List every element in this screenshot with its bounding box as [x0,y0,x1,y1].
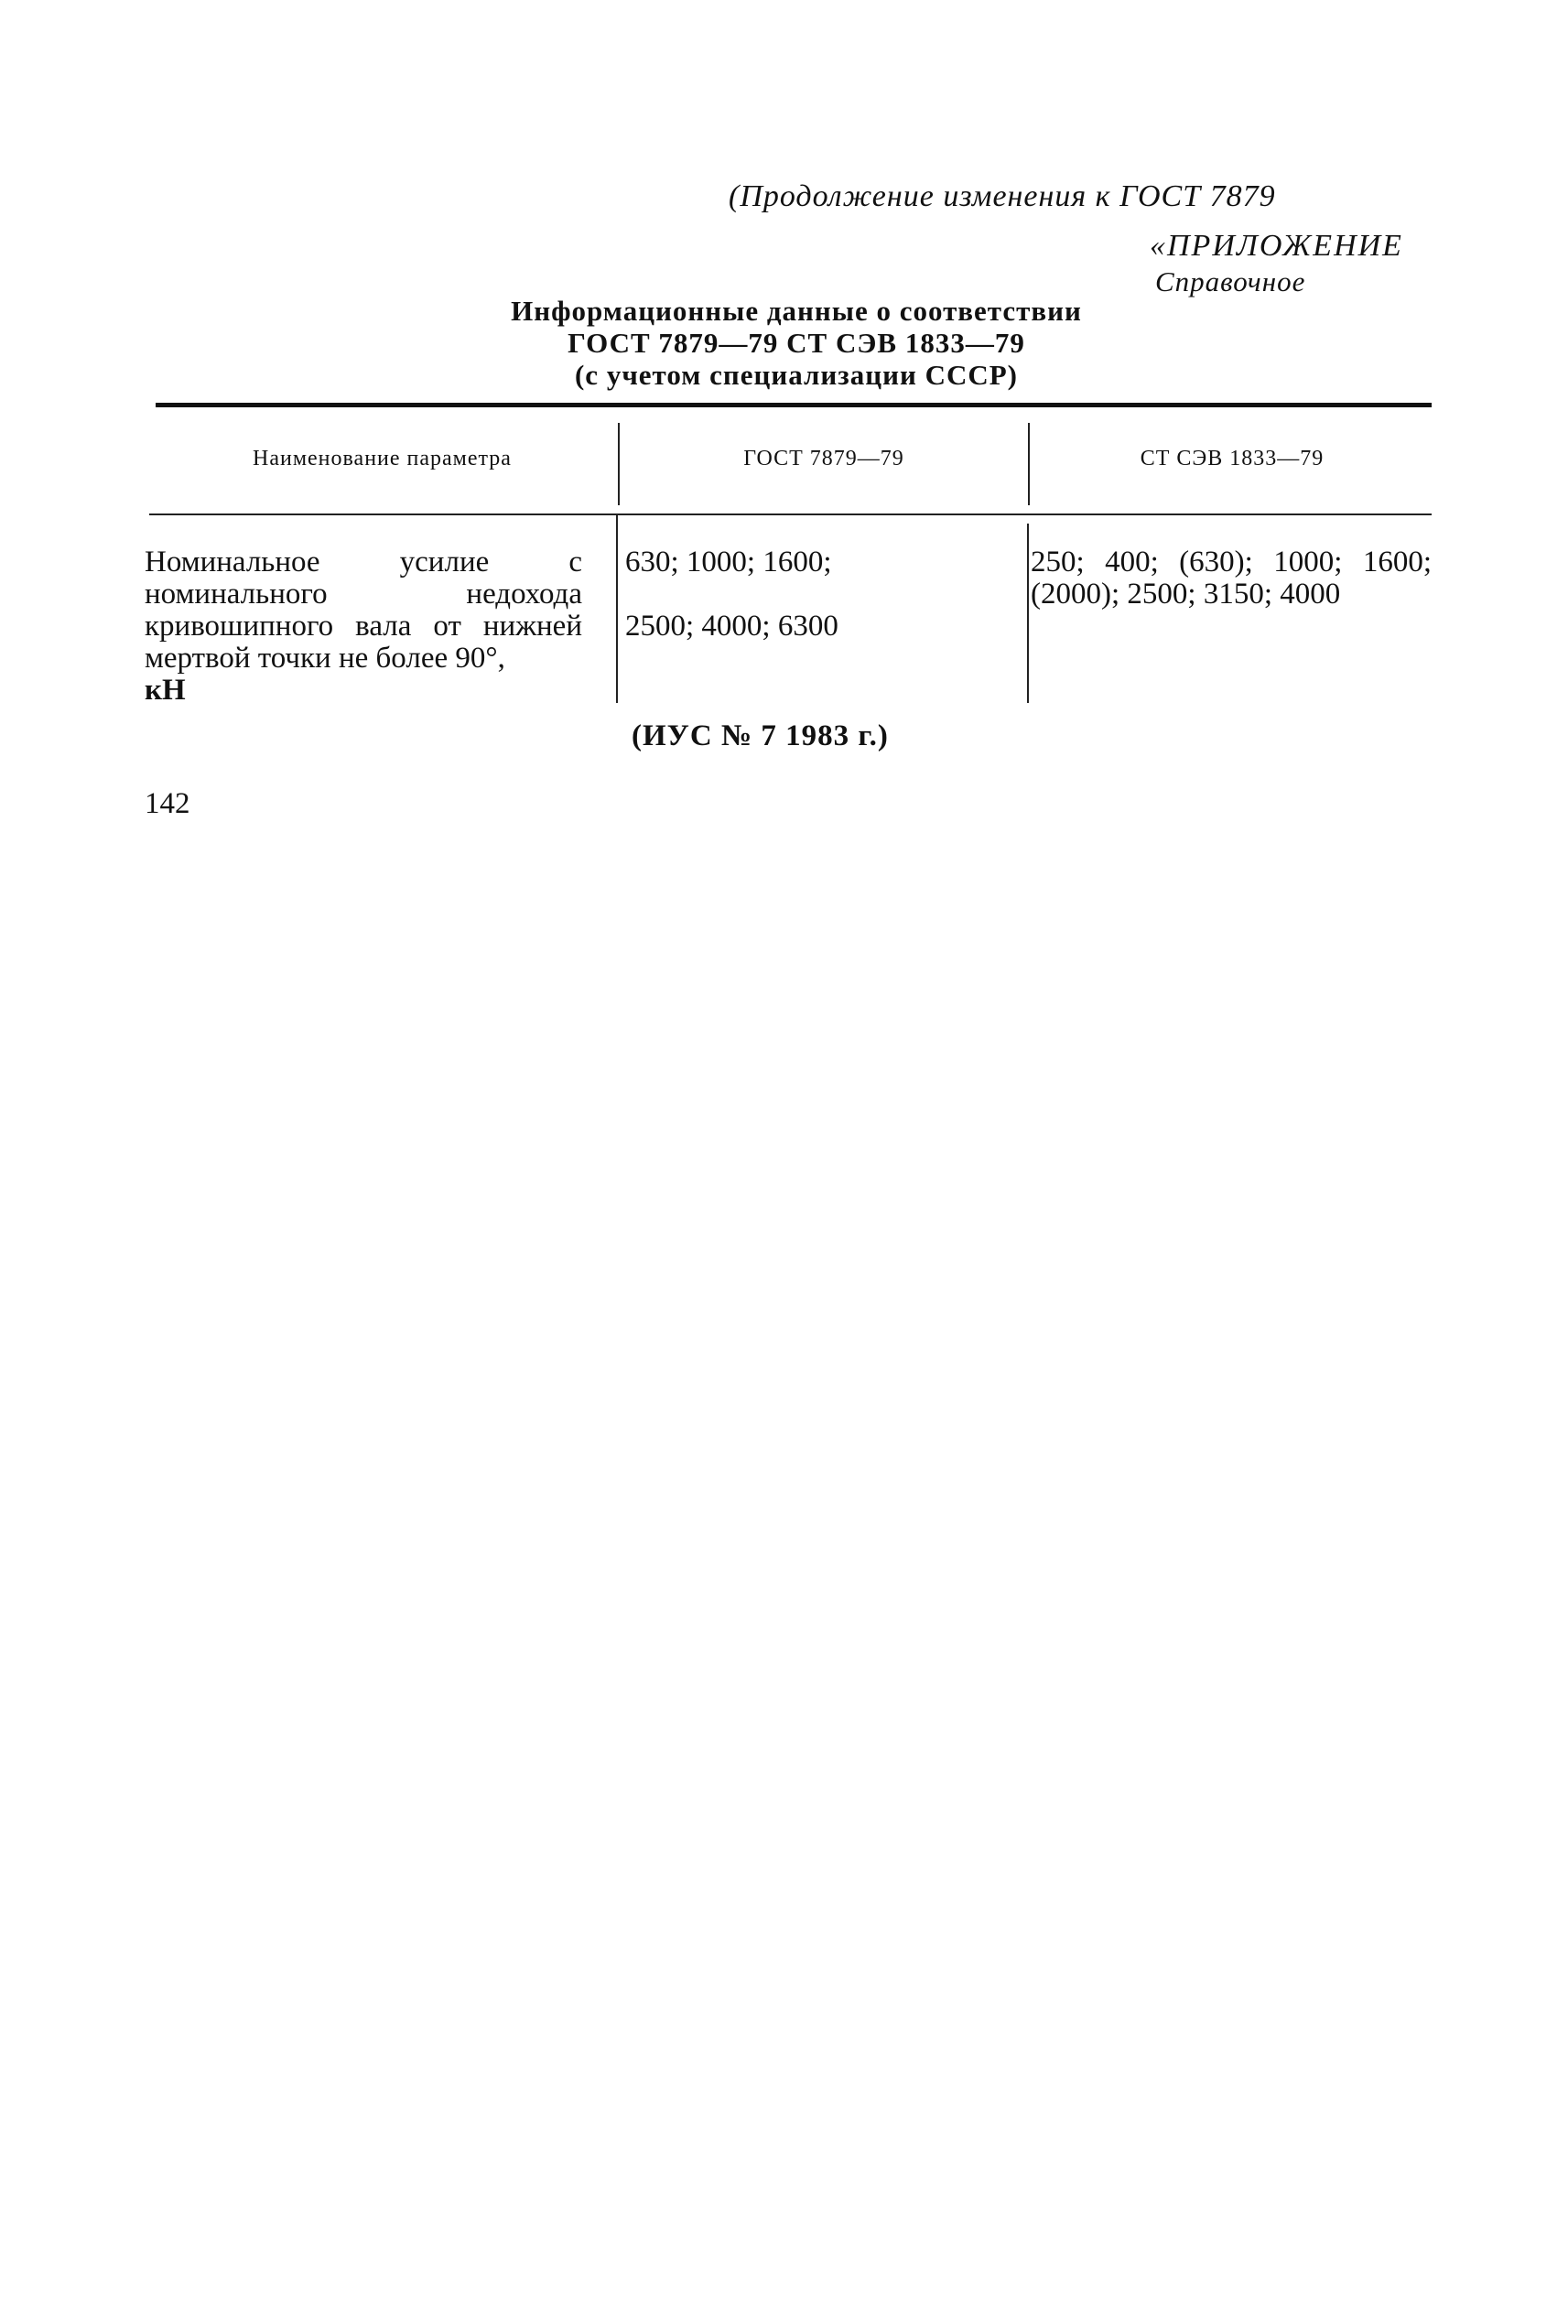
gost-values-line-1: 630; 1000; 1600; [625,546,832,578]
parameter-unit: кН [145,674,186,707]
table-cell-parameter [145,546,582,707]
column-divider [1027,524,1029,703]
column-header-gost: ГОСТ 7879—79 [743,447,904,470]
continuation-note: (Продолжение изменения к ГОСТ 7879 [729,179,1276,213]
page-number: 142 [145,787,190,820]
appendix-type: Справочное [1155,265,1306,297]
column-divider [1028,423,1030,505]
table-top-rule [156,403,1432,407]
document-title [366,295,1227,391]
gost-values-line-2: 2500; 4000; 6300 [625,610,838,643]
appendix-label: «ПРИЛОЖЕНИЕ [1150,229,1403,263]
title-line-1: Информационные данные о соответствии [511,295,1082,327]
table-cell-st-sev: 250; 400; (630); 1000; 1600; (2000); 2500; 3150; 4000 [1031,546,1432,611]
parameter-text: Номинальное усилие с номинального недохода кривошипного вала от нижней мертвой точки не более 90°, [145,546,582,675]
table-cell-gost [625,546,1019,643]
column-divider [618,423,620,505]
column-header-st-sev: СТ СЭВ 1833—79 [1140,447,1325,470]
title-line-2: ГОСТ 7879—79 СТ СЭВ 1833—79 [568,327,1025,359]
column-header-parameter: Наименование параметра [253,447,512,470]
column-divider [616,514,618,703]
title-line-3: (с учетом специализации СССР) [574,359,1018,391]
source-note: (ИУС № 7 1983 г.) [632,719,889,752]
table-header-rule [149,513,1432,515]
